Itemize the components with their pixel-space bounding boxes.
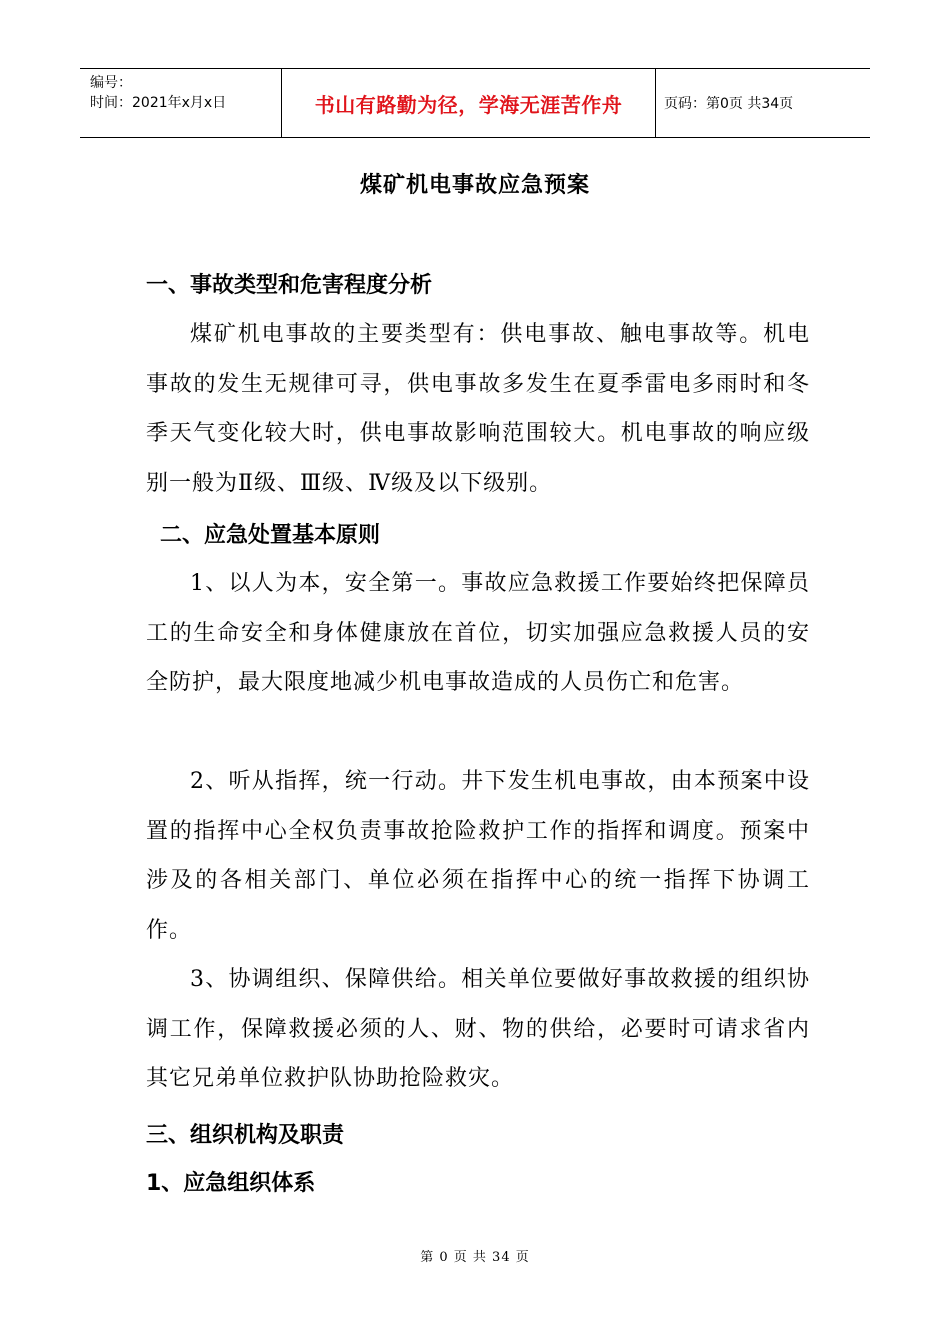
document-title: 煤矿机电事故应急预案 xyxy=(359,173,590,198)
document-time-label: 时间：2021年x月x日 xyxy=(90,95,227,111)
paragraph-principle-3: 3、协调组织、保障供给。相关单位要做好事故救援的组织协调工作，保障救援必须的人、财、物的供给，必要时可请求省内其它兄弟单位救护队协助抢险救灾。 xyxy=(146,967,810,1091)
paragraph-principle-1: 1、以人为本，安全第一。事故应急救援工作要始终把保障员工的生命安全和身体健康放在首位，切实加强应急救援人员的安全防护，最大限度地减少机电事故造成的人员伤亡和危害。 xyxy=(146,571,810,695)
header-table xyxy=(80,68,870,138)
header-motto: 书山有路勤为径，学海无涯苦作舟 xyxy=(314,92,623,117)
page-footer: 第 0 页 共 34 页 xyxy=(420,1250,530,1265)
header-meta-cell xyxy=(80,69,282,137)
paragraph-accident-types: 煤矿机电事故的主要类型有：供电事故、触电事故等。机电事故的发生无规律可寻，供电事故多发生在夏季雷电多雨时和冬季天气变化较大时，供电事故影响范围较大。机电事故的响应级别一般为Ⅱ级、Ⅲ级、Ⅳ级及以下级别。 xyxy=(146,322,810,496)
section-heading-2: 二、应急处置基本原则 xyxy=(160,523,381,548)
section-heading-4: 1、应急组织体系 xyxy=(146,1171,316,1196)
header-motto-cell xyxy=(282,69,656,137)
header-page-info: 页码：第0页 共34页 xyxy=(664,96,794,112)
paragraph-principle-2: 2、听从指挥，统一行动。井下发生机电事故，由本预案中设置的指挥中心全权负责事故抢险救护工作的指挥和调度。预案中涉及的各相关部门、单位必须在指挥中心的统一指挥下协调工作。 xyxy=(146,769,810,943)
document-number-label: 编号： xyxy=(90,75,132,91)
header-page-cell xyxy=(656,69,870,137)
section-heading-1: 一、事故类型和危害程度分析 xyxy=(146,273,433,298)
section-heading-3: 三、组织机构及职责 xyxy=(146,1123,345,1148)
